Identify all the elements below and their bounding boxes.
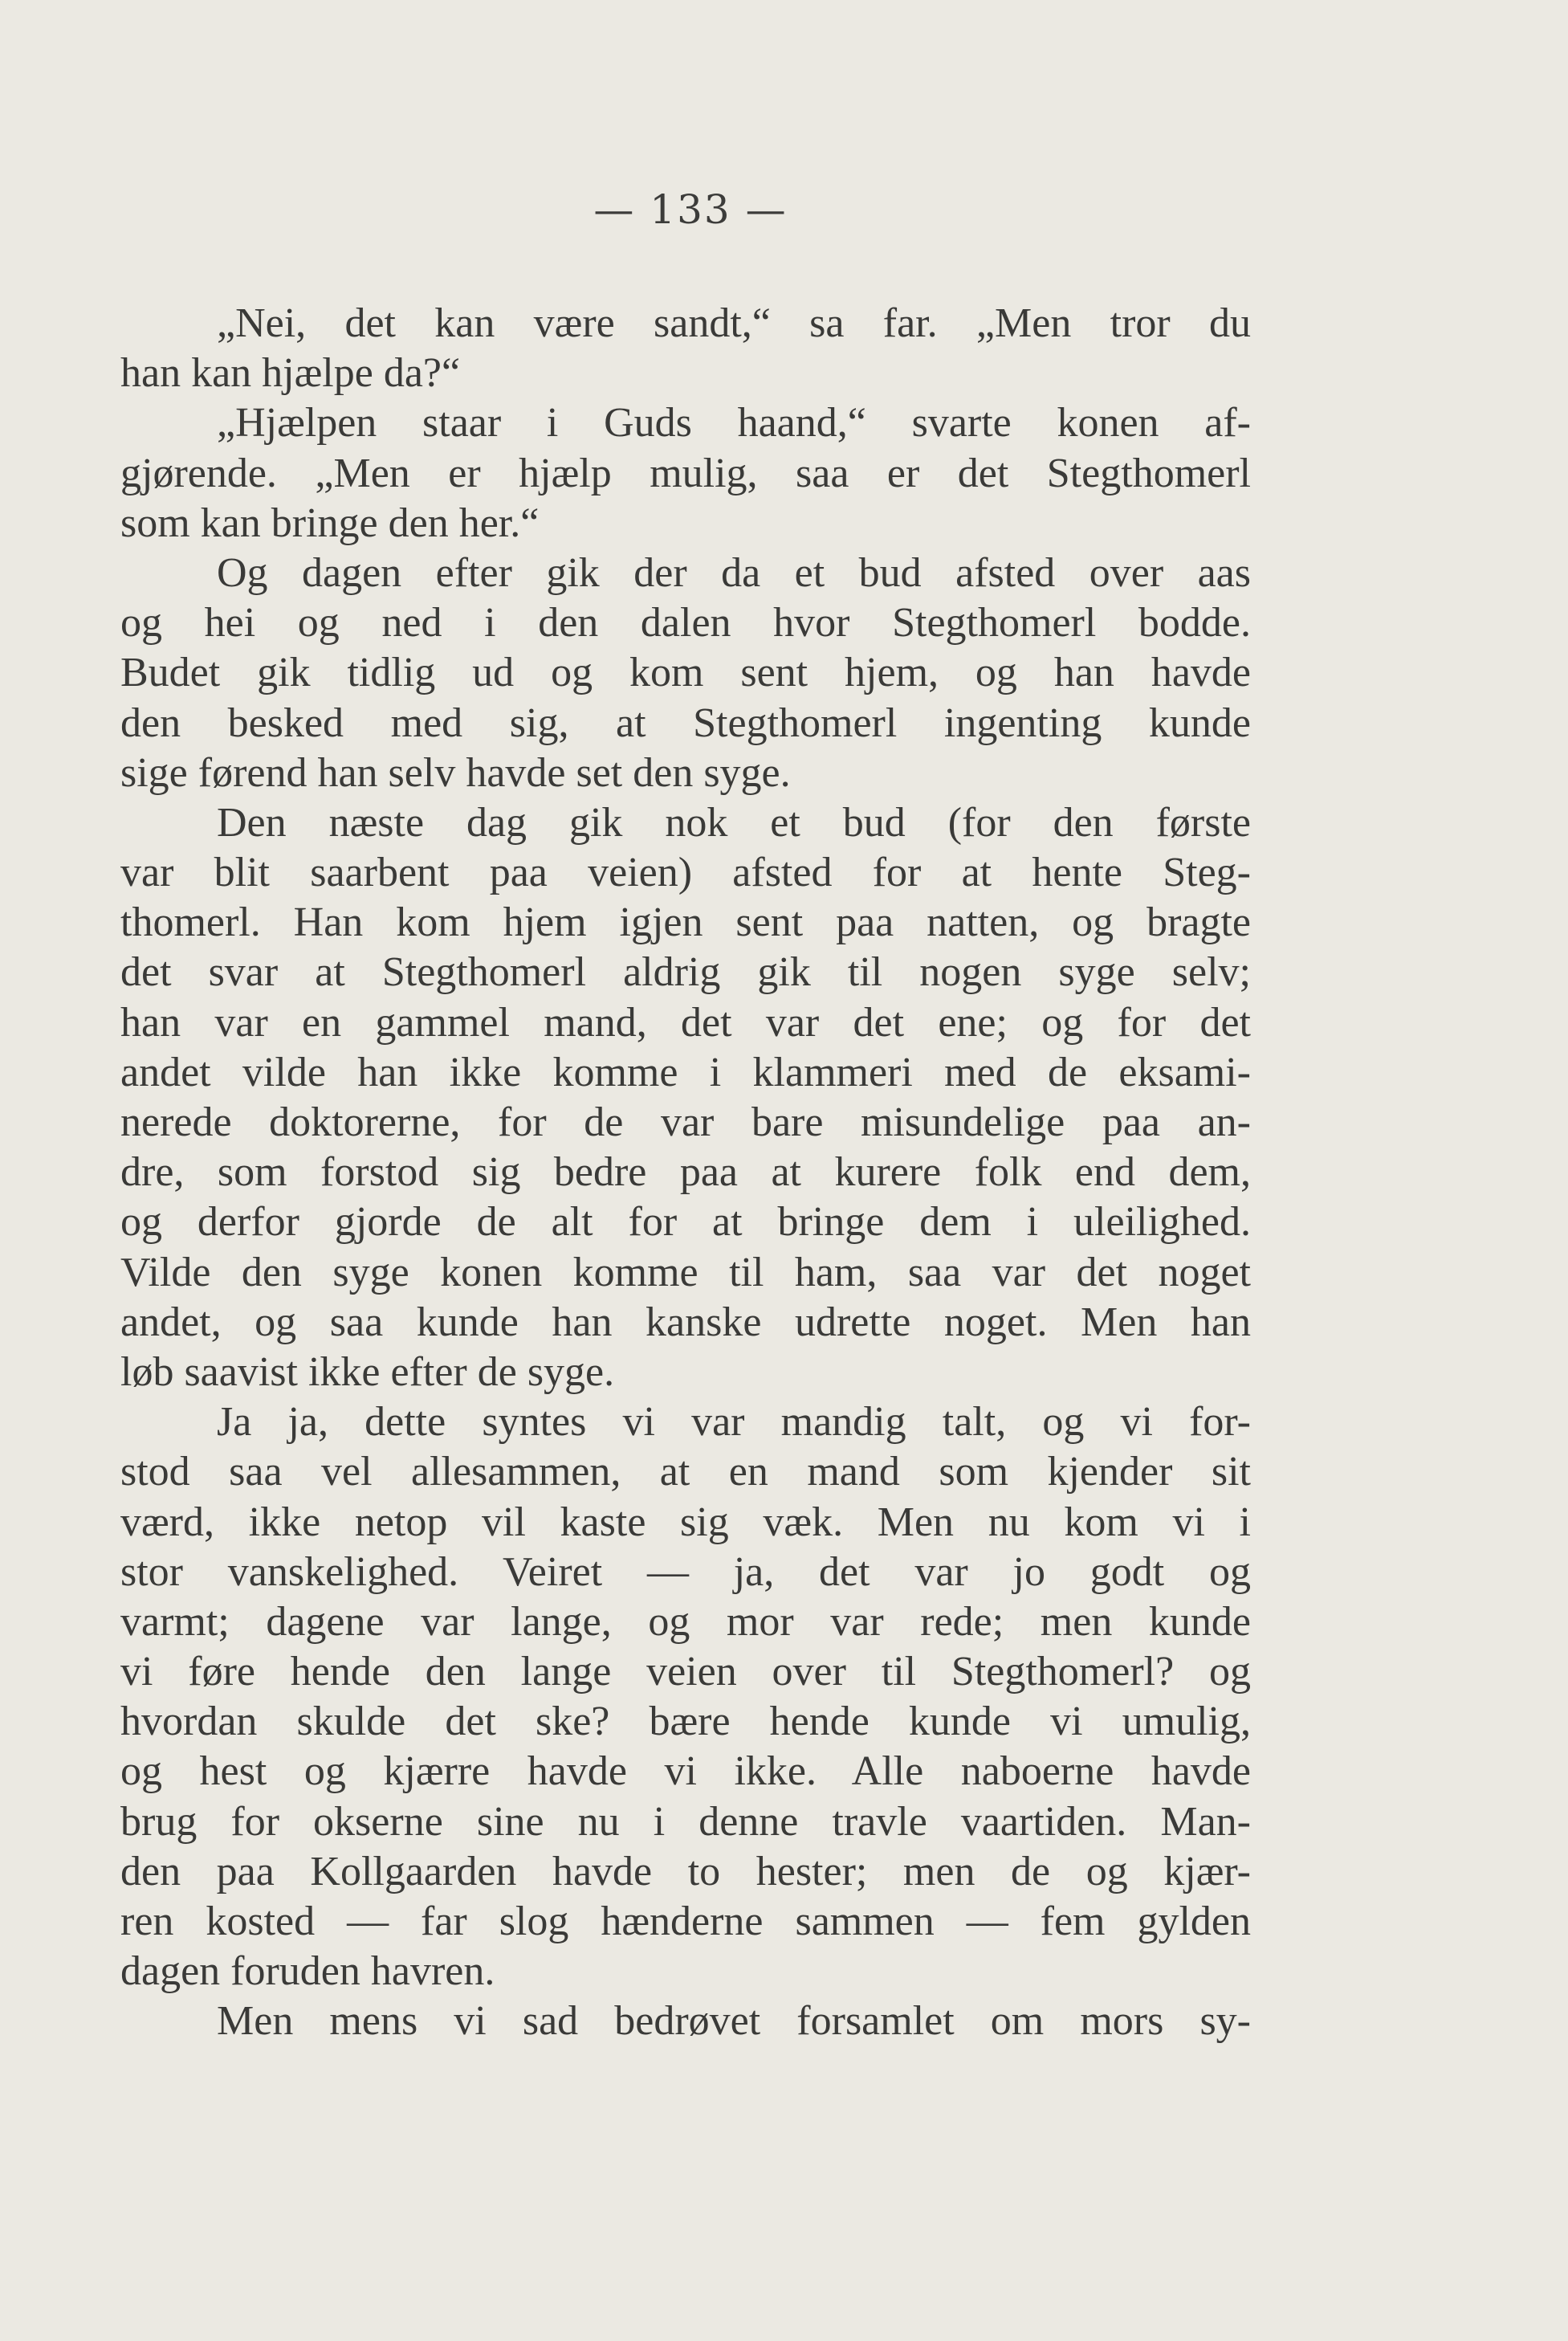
text-line: Budet gik tidlig ud og kom sent hjem, og han havde [120, 650, 1251, 696]
text-line: Ja ja, dette syntes vi var mandig talt, og vi for- [217, 1399, 1251, 1446]
text-line: og hei og ned i den dalen hvor Stegthomerl bodde. [120, 600, 1251, 646]
text-line: og hest og kjærre havde vi ikke. Alle naboerne havde [120, 1748, 1251, 1795]
text-line: gjørende. „Men er hjælp mulig, saa er det Stegthomerl [120, 450, 1251, 496]
text-line: løb saavist ikke efter de syge. [120, 1348, 615, 1395]
text-line: dagen foruden havren. [120, 1948, 495, 1995]
text-line: Den næste dag gik nok et bud (for den første [217, 799, 1251, 846]
text-line: han var en gammel mand, det var det ene; og for det [120, 999, 1251, 1046]
text-line: andet, og saa kunde han kanske udrette noget. Men han [120, 1299, 1251, 1345]
text-line: hvordan skulde det ske? bære hende kunde vi umulig, [120, 1699, 1251, 1745]
text-line: „Hjælpen staar i Guds haand,“ svarte konen af- [217, 400, 1251, 447]
text-line: thomerl. Han kom hjem igjen sent paa natten, og bragte [120, 899, 1251, 946]
text-line: andet vilde han ikke komme i klammeri med de eksami- [120, 1049, 1251, 1095]
text-line: det svar at Stegthomerl aldrig gik til nogen syge selv; [120, 949, 1251, 996]
text-line: den besked med sig, at Stegthomerl ingenting kunde [120, 699, 1251, 746]
text-line: den paa Kollgaarden havde to hester; men de og kjær- [120, 1848, 1251, 1894]
text-line: brug for okserne sine nu i denne travle vaartiden. Man- [120, 1798, 1251, 1845]
text-line: Og dagen efter gik der da et bud afsted over aas [217, 549, 1251, 596]
text-line: nerede doktorerne, for de var bare misundelige paa an- [120, 1099, 1251, 1145]
text-line: Men mens vi sad bedrøvet forsamlet om mors sy- [217, 1998, 1251, 2045]
page-number: — 133 — [593, 186, 788, 233]
text-line: han kan hjælpe da?“ [120, 350, 461, 397]
text-line: dre, som forstod sig bedre paa at kurere folk end dem, [120, 1149, 1251, 1196]
text-line: og derfor gjorde de alt for at bringe dem i uleilighed. [120, 1199, 1251, 1246]
text-line: var blit saarbent paa veien) afsted for at hente Steg- [120, 850, 1251, 896]
text-line: Vilde den syge konen komme til ham, saa var det noget [120, 1249, 1251, 1295]
text-line: ren kosted — far slog hænderne sammen — fem gylden [120, 1898, 1251, 1944]
text-line: stod saa vel allesammen, at en mand som kjender sit [120, 1449, 1251, 1495]
text-line: værd, ikke netop vil kaste sig væk. Men nu kom vi i [120, 1499, 1251, 1545]
text-line: stor vanskelighed. Veiret — ja, det var jo godt og [120, 1548, 1251, 1595]
body-text [120, 299, 1251, 2047]
text-line: sige førend han selv havde set den syge. [120, 749, 791, 796]
text-line: som kan bringe den her.“ [120, 500, 540, 546]
text-line: varmt; dagene var lange, og mor var rede; men kunde [120, 1598, 1251, 1645]
text-line: vi føre hende den lange veien over til Stegthomerl? og [120, 1649, 1251, 1695]
text-line: „Nei, det kan være sandt,“ sa far. „Men tror du [217, 300, 1251, 346]
